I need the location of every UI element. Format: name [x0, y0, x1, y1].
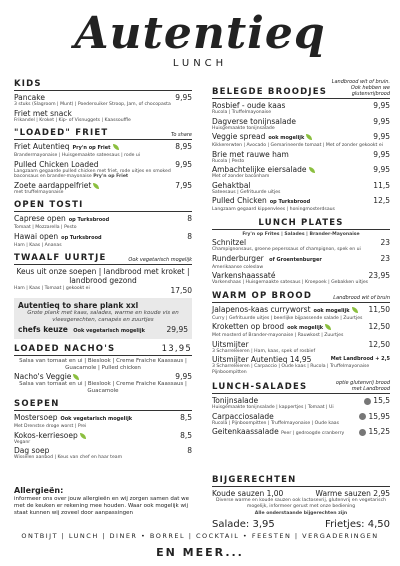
leaf-icon	[309, 167, 315, 173]
leaf-icon	[80, 433, 86, 439]
section-belegde-broodjes: BELEGDE BROODJES Landbrood wit of bruin. Ook hebben we glutenvrijbrood	[212, 79, 390, 97]
menu-item: Varkenshaassaté 23,95	[212, 271, 390, 280]
leaf-icon	[93, 183, 99, 189]
item-desc: Langzaam gegaard kippenvlees | honingmosterdsaus	[212, 207, 335, 212]
menu-item: Nacho's Veggie 9,95	[14, 372, 192, 381]
menu-item: Brie met rauwe ham 9,95	[212, 149, 390, 159]
xxl-desc: Grote plank met kaas, salades, warme en koude vis en vleesgerechten, canapés en zuurtjes	[27, 310, 179, 323]
item-desc: Rucola | Pijnboompitten | Truffelmayonaise | Oude kaas	[212, 420, 339, 426]
right-column	[212, 74, 390, 437]
section-loaded-friet: "LOADED" FRIET To share	[14, 128, 192, 138]
item-desc: Kikkererwten | Avocado | Gemarineerde tomaat | Met of zonder gekookt ei	[212, 143, 383, 148]
plates-note: Fry'n op Frites | Salades | Brander-Mayonaise	[242, 231, 360, 237]
xxl-title: Autentieq to share plank xxl	[18, 301, 139, 310]
item-desc: Tomaat | Mozzarella | Pesto	[14, 225, 77, 230]
menu-item: Carpacciosalade 15,95	[212, 411, 390, 421]
menu-item: Jalapenos-kaas curryworst ook mogelijk 11,50	[212, 304, 390, 314]
item-desc: Champignonsaus, groene peperssaus of champignon, spek en ui	[212, 247, 361, 252]
section-lunch-salades: LUNCH-SALADES optie glutenvrij brood met Landbrood	[212, 380, 390, 392]
item-desc: Frikandel | Kroket | Kip- of Visnuggets | Kaassouffle	[14, 117, 131, 123]
menu-item: Schnitzel 23	[212, 238, 390, 247]
item-desc: Sateesaus | Gefrituurde uitjes	[212, 189, 281, 195]
allergen-icon	[364, 398, 371, 405]
menu-item: Dag soep 8	[14, 446, 192, 455]
menu-item: Rosbief - oude kaas 9,95	[212, 101, 390, 110]
item-desc: Ham | Kaas | Ananas	[14, 242, 62, 248]
brand-header	[0, 8, 400, 69]
menu-item: Pulled Chicken Loaded 9,95	[14, 159, 192, 169]
section-bijgerechten: BIJGERECHTEN	[212, 475, 390, 487]
left-column	[14, 74, 192, 461]
item-desc: 3 stuks (Slagroom | Munt) | Poedersuiker Stroop, Jam, of chocopasta	[14, 102, 171, 107]
menu-item: Uitsmijter Autentieq 14,95 Met Landbrood + 2,5	[212, 355, 390, 364]
item-desc: Veganr	[14, 439, 31, 445]
item-desc: met truffelmayonaise	[14, 189, 64, 195]
brand-logo: Autentieq	[74, 8, 326, 59]
section-nachos: LOADED NACHO'S 13,95	[14, 344, 192, 354]
item-desc: Met of zonder baconham	[212, 174, 270, 179]
item-desc: 3 Scharreleieren | Carpaccio | Oude kaas | Rucola | Truffelmayonaise Pijnboompitten	[212, 364, 370, 375]
item-desc: Huisgemaakte tonijnsalade | kappertjes | Tomaat | Ui	[212, 405, 334, 410]
item-desc: Curry | Gefrituurde uitjes | beerlijke bijpassende salade | Zuurtjes	[212, 315, 363, 321]
side-desc: Diverse warme en koude sauzen ook lactosevrij, glutenvrij en vegetarisch mogelijk, informeer gerust met onze bediening	[215, 498, 387, 509]
menu-item: Ambachtelijke eiersalade 9,95	[212, 165, 390, 174]
item-desc: Met Drenstse droge worst | Prei	[14, 424, 87, 429]
nachos-desc: Salsa van tomaat en ui | Bieslook | Creme Fraiche Kaassaus | Guacamole | Pulled chicken	[19, 358, 187, 371]
allergen-icon	[359, 429, 366, 436]
allergen-text: informeer ons over jouw allergieën en wij zorgen samen dat we met de keuken er rekening mee houden. Waar ook mogelijk wij staat kunnen wij zoveel door aanpassingen	[14, 496, 190, 516]
menu-item: Friet met snack	[14, 108, 72, 118]
side-note: Alle onderstaande bijgerechten zijn	[254, 511, 348, 516]
item-desc: Met mosterd of Brander-mayonaise | Rauwkost | Zuurtjes	[212, 333, 344, 338]
xxl-footer: chefs keuze Ook vegetarisch mogelijk 29,95	[18, 325, 188, 334]
item-desc: Varkenshaas | Huisgemaakte satesaus | Kroepoek | Gebakken uitjes	[212, 280, 369, 285]
leaf-icon	[73, 374, 79, 380]
menu-item: Dagverse tonijnsalade 9,95	[212, 116, 390, 126]
xxl-box	[14, 298, 192, 339]
menu-item: Pancake 9,95	[14, 93, 192, 102]
leaf-icon	[113, 144, 119, 150]
bijgerechten	[212, 470, 390, 530]
menu-item: Pulled Chicken op Turksbrood 12,5	[212, 196, 390, 205]
item-desc: 3 Scharreleieren | Ham, kaas, spek of rosbief	[212, 348, 316, 354]
section-twaalf-uurtje: TWAALF UURTJE Ook vegetarisch mogelijk	[14, 253, 192, 263]
leaf-icon	[352, 307, 358, 313]
menu-item: Tonijnsalade 15,5	[212, 396, 390, 405]
leaf-icon	[325, 324, 331, 330]
menu-item: Kroketten op brood ook mogelijk 12,50	[212, 322, 390, 331]
item-desc: Huisgemaakte tonijnsalade	[212, 125, 275, 131]
menu-item: Zoete aardappelfriet 7,95	[14, 180, 192, 190]
twaalf-text: Keus uit onze soepen | landbrood met kroket | landbrood gezond	[16, 267, 190, 285]
menu-item: Runderburger of Groentenburger 23	[212, 253, 390, 263]
item-desc: Salsa van tomaat en ui | Bieslook | Creme Fraiche Kaassaus | Guacamole	[19, 381, 187, 394]
brand-subtitle: LUNCH	[172, 58, 228, 69]
allergen-title: Allergieën:	[14, 486, 64, 495]
item-desc: Wisselen aanbod | Keus van chef en haar team	[14, 455, 123, 460]
allergen-note	[14, 486, 194, 517]
footer-more: EN MEER...	[156, 546, 244, 559]
salade-frietjes: Salade: 3,95 Frietjes: 4,50	[212, 518, 390, 530]
twaalf-sub: Ham | Kaas | Tomaat | gekookt ei 17,50	[14, 286, 192, 295]
menu-item: Friet Autentieq Pry'n op Friet 8,95	[14, 142, 192, 151]
menu-item: Caprese open op Turksbrood 8	[14, 214, 192, 223]
item-desc: Langzaam gegaarde pulled chicken met friet, rode uitjes en smoked baconsaus en brander-mayonaise Pry'n op Friet	[14, 168, 171, 179]
menu-item: Uitsmijter 12,50	[212, 339, 390, 349]
section-lunch-plates: LUNCH PLATES	[212, 218, 390, 230]
allergen-icon	[359, 413, 366, 420]
menu-item: Mostersoep Ook vegetarisch mogelijk 8,5	[14, 413, 192, 422]
menu-item: Hawai open op Turksbrood 8	[14, 231, 192, 241]
menu-item: Kokos-kerriesoep 8,5	[14, 430, 192, 440]
section-kids: KIDS	[14, 79, 192, 91]
footer-line: ONTBIJT | LUNCH | DINER • BORREL | COCKTAIL • FEESTEN | VERGADERINGEN	[21, 532, 379, 540]
item-desc: Rucola | Truffelmayonaise	[212, 110, 272, 115]
section-open-tosti: OPEN TOSTI	[14, 200, 192, 212]
menu-item: Geitenkaassalade Peer | gedroogde cranberry 15,25	[212, 427, 390, 436]
section-warm-op-brood: WARM OP BROOD Landbrood wit of bruin	[212, 290, 390, 301]
leaf-icon	[306, 134, 312, 140]
item-desc: Amerikaanse coleslaw	[212, 264, 264, 270]
menu-item: Veggie spread ook mogelijk 9,95	[212, 132, 390, 141]
item-desc: Brandermayonaise | Huisgemaakte sateesaus | rode ui	[14, 153, 141, 158]
menu-item: Gehaktbal 11,5	[212, 180, 390, 190]
section-soepen: SOEPEN	[14, 399, 192, 411]
side-items: Koude sauzen 1,00 Warme sauzen 2,95	[212, 489, 390, 498]
item-desc: Rucola | Pesto	[212, 158, 245, 164]
